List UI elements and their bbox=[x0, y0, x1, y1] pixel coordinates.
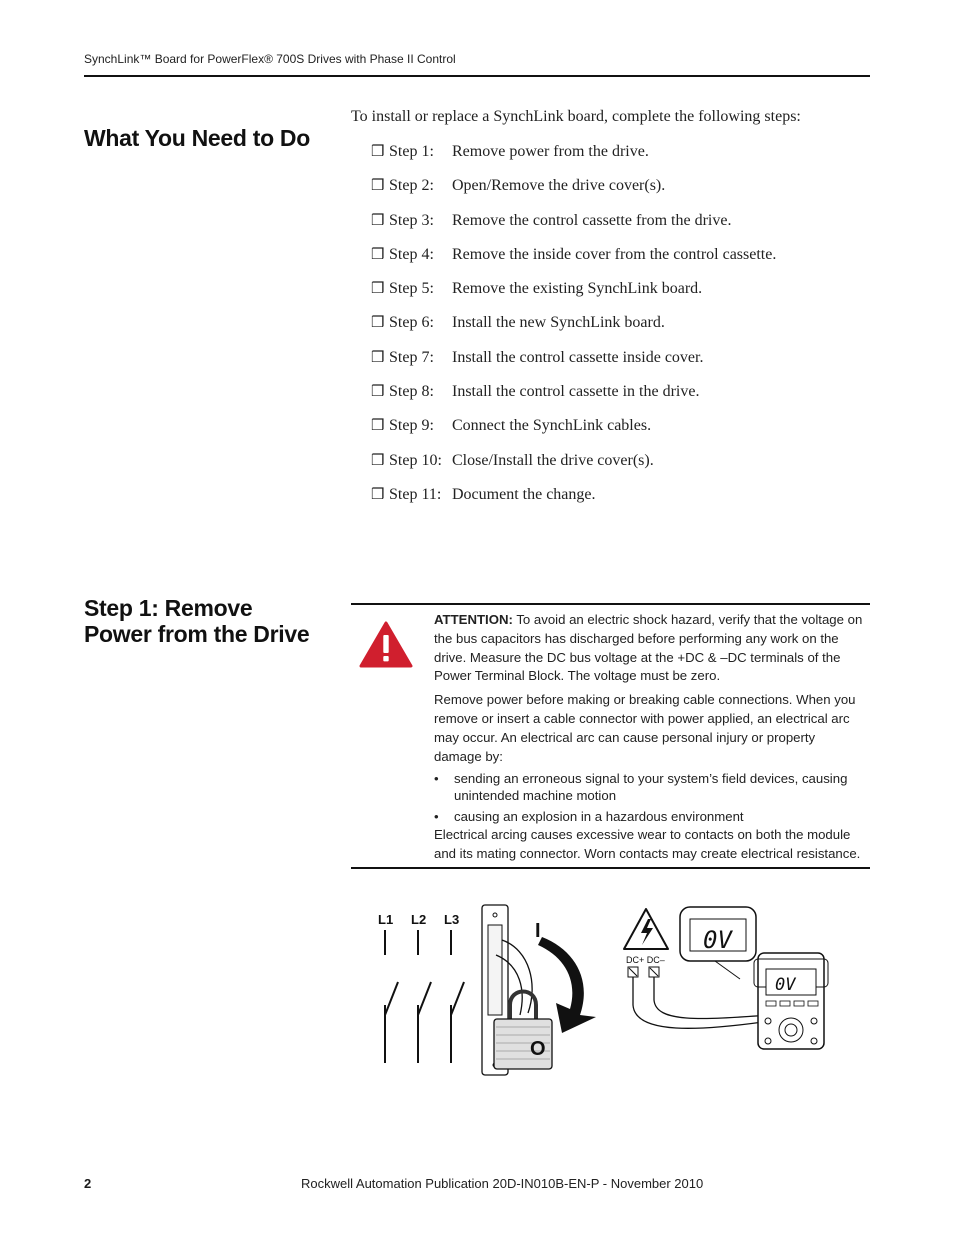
checkbox-icon: ❒ bbox=[371, 384, 385, 401]
list-item bbox=[371, 142, 776, 176]
list-item bbox=[371, 451, 776, 485]
step-number: Step 8: bbox=[389, 383, 434, 401]
shock-hazard-icon bbox=[624, 909, 668, 949]
list-item bbox=[371, 176, 776, 210]
step-text: Install the control cassette inside cover. bbox=[452, 348, 704, 366]
checkbox-icon: ❒ bbox=[371, 486, 385, 503]
list-item bbox=[371, 313, 776, 347]
meter-reading-large: 0V bbox=[703, 926, 732, 954]
list-item: • sending an erroneous signal to your system’s field devices, causing unintended machine motion bbox=[434, 771, 866, 804]
warning-triangle-icon bbox=[358, 620, 414, 670]
list-item bbox=[371, 485, 776, 519]
list-item bbox=[371, 279, 776, 313]
disconnect-switch-diagram bbox=[378, 912, 459, 927]
step-number: Step 6: bbox=[389, 314, 434, 332]
attention-box bbox=[351, 603, 870, 869]
step-number: Step 10: bbox=[389, 451, 442, 469]
checkbox-icon: ❒ bbox=[371, 178, 385, 195]
terminal-labels: DC+ DC– bbox=[626, 955, 665, 965]
attention-label: ATTENTION: bbox=[434, 612, 513, 627]
attention-para-1 bbox=[434, 611, 866, 686]
checkbox-icon: ❒ bbox=[371, 452, 385, 469]
meter-reading-small: 0V bbox=[775, 975, 796, 995]
step-text: Open/Remove the drive cover(s). bbox=[452, 177, 666, 195]
step-text: Install the control cassette in the drive. bbox=[452, 383, 700, 401]
running-header: SynchLink™ Board for PowerFlex® 700S Drives with Phase II Control bbox=[84, 52, 456, 66]
section-heading-step1: Step 1: Remove Power from the Drive bbox=[84, 595, 310, 648]
list-item bbox=[371, 211, 776, 245]
checkbox-icon: ❒ bbox=[371, 418, 385, 435]
checkbox-icon: ❒ bbox=[371, 246, 385, 263]
line-label-l1: L1 bbox=[378, 912, 394, 927]
checkbox-icon: ❒ bbox=[371, 281, 385, 298]
list-item bbox=[371, 245, 776, 279]
switch-off-label: O bbox=[530, 1038, 546, 1060]
checkbox-icon: ❒ bbox=[371, 212, 385, 229]
list-item bbox=[371, 382, 776, 416]
publication-footer: Rockwell Automation Publication 20D-IN010B-EN-P - November 2010 bbox=[301, 1176, 704, 1191]
list-item bbox=[371, 348, 776, 382]
step-text: Remove the existing SynchLink board. bbox=[452, 280, 703, 298]
step-text: Connect the SynchLink cables. bbox=[452, 417, 652, 435]
step-checklist bbox=[371, 142, 776, 519]
step-number: Step 1: bbox=[389, 143, 434, 160]
step-text: Remove the inside cover from the control cassette. bbox=[452, 245, 777, 263]
line-label-l3: L3 bbox=[444, 912, 460, 927]
attention-para-2: Remove power before making or breaking cable connections. When you remove or insert a cable connector with power applied, an electrical arc may occur. An electrical arc can cause personal injury or property damage by: bbox=[434, 692, 856, 764]
step-number: Step 7: bbox=[389, 348, 434, 366]
step-number: Step 4: bbox=[389, 245, 434, 263]
step-text: Remove the control cassette from the drive. bbox=[452, 211, 732, 229]
attention-para-1-text: To avoid an electric shock hazard, verify that the voltage on the bus capacitors has discharged before performing any work on the drive. Measure the DC bus voltage at the +DC & –DC terminals of the Power Terminal Block. The voltage must be zero. bbox=[434, 612, 863, 684]
attention-para-3: Electrical arcing causes excessive wear to contacts on both the module and its mating connector. Worn contacts may create electrical resistance. bbox=[434, 826, 861, 861]
page-number: 2 bbox=[84, 1176, 92, 1191]
dc-terminals-icon bbox=[628, 967, 659, 977]
step-text: Document the change. bbox=[452, 485, 596, 503]
line-label-l2: L2 bbox=[411, 912, 427, 927]
switch-on-label: I bbox=[535, 920, 541, 942]
attention-text bbox=[434, 611, 866, 868]
step-number: Step 2: bbox=[389, 177, 434, 195]
checkbox-icon: ❒ bbox=[371, 144, 385, 160]
step-number: Step 9: bbox=[389, 417, 434, 435]
step-text: Install the new SynchLink board. bbox=[452, 314, 665, 332]
intro-text: To install or replace a SynchLink board, complete the following steps: bbox=[351, 108, 801, 125]
section-heading-what-you-need: What You Need to Do bbox=[84, 125, 310, 152]
step-number: Step 3: bbox=[389, 211, 434, 229]
checkbox-icon: ❒ bbox=[371, 315, 385, 332]
step-text: Close/Install the drive cover(s). bbox=[452, 451, 654, 469]
checkbox-icon: ❒ bbox=[371, 349, 385, 366]
power-removal-figure bbox=[370, 895, 840, 1085]
step-number: Step 11: bbox=[389, 485, 442, 503]
step-text: Remove power from the drive. bbox=[452, 143, 649, 160]
list-item: • causing an explosion in a hazardous environment bbox=[434, 809, 866, 826]
header-rule bbox=[84, 75, 870, 77]
attention-bullets bbox=[434, 771, 866, 826]
list-item bbox=[371, 416, 776, 450]
step-number: Step 5: bbox=[389, 280, 434, 298]
